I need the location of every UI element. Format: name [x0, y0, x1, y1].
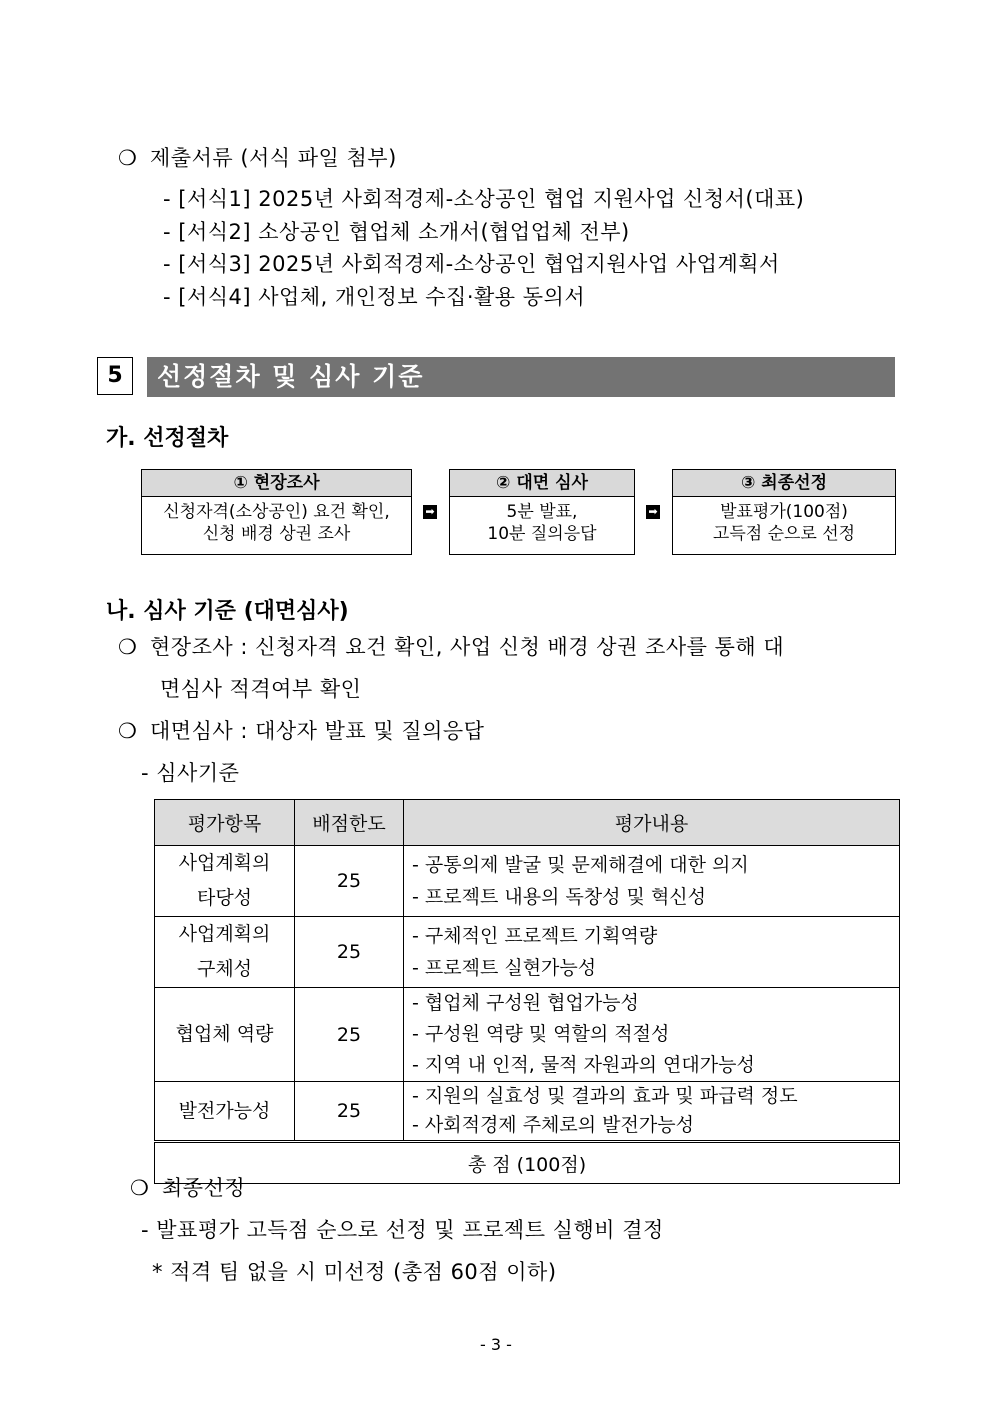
circle-bullet-icon: ❍ — [118, 146, 138, 170]
section-title: 선정절차 및 심사 기준 — [147, 357, 895, 397]
header-content: 평가내용 — [404, 800, 900, 846]
circle-bullet-icon: ❍ — [118, 719, 138, 743]
step-line: 신청자격(소상공인) 요건 확인, — [163, 502, 390, 522]
page-number: - 3 - — [480, 1335, 512, 1354]
final-title: ❍ 최종선정 — [130, 1176, 246, 1200]
procedure-heading: 가. 선정절차 — [106, 426, 229, 451]
item-label: 구체성 — [196, 958, 253, 980]
arrow-right-icon: ➡ — [646, 505, 660, 519]
step-line: 신청 배경 상권 조사 — [202, 524, 351, 544]
item-label: 발전가능성 — [155, 1082, 295, 1142]
step-label: ③ 최종선정 — [673, 470, 895, 497]
table-row — [155, 846, 900, 917]
item-label: 협업체 역량 — [155, 988, 295, 1082]
content-line: - 구체적인 프로젝트 기획역량 — [412, 925, 658, 947]
final-note: * 적격 팀 없을 시 미선정 (총점 60점 이하) — [152, 1260, 557, 1284]
header-score: 배점한도 — [295, 800, 404, 846]
step-line: 고득점 순으로 선정 — [712, 524, 856, 544]
final-line: - 발표평가 고득점 순으로 선정 및 프로젝트 실행비 결정 — [141, 1218, 664, 1242]
table-header-row — [155, 800, 900, 846]
content-line: - 사회적경제 주체로의 발전가능성 — [412, 1114, 694, 1136]
total-cell: 총 점 (100점) — [155, 1142, 900, 1184]
submission-item: - [서식1] 2025년 사회적경제-소상공인 협업 지원사업 신청서(대표) — [163, 187, 805, 211]
procedure-step-field-survey — [141, 469, 412, 555]
content-line: - 지원의 실효성 및 결과의 효과 및 파급력 정도 — [412, 1085, 798, 1107]
submission-title: ❍ 제출서류 (서식 파일 첨부) — [118, 146, 397, 170]
step-line: 10분 질의응답 — [487, 524, 597, 544]
table-total-row — [155, 1142, 900, 1184]
header-item: 평가항목 — [155, 800, 295, 846]
step-line: 5분 발표, — [506, 502, 578, 522]
content-line: - 프로젝트 내용의 독창성 및 혁신성 — [412, 886, 707, 908]
interview-text: ❍ 대면심사 : 대상자 발표 및 질의응답 — [118, 719, 485, 743]
item-label: 타당성 — [196, 887, 253, 909]
content-line: - 프로젝트 실현가능성 — [412, 957, 597, 979]
content-line: - 지역 내 인적, 물적 자원과의 연대가능성 — [412, 1054, 755, 1076]
arrow-right-icon: ➡ — [423, 505, 437, 519]
score-cell: 25 — [295, 917, 404, 988]
step-label: ① 현장조사 — [142, 470, 411, 497]
step-label: ② 대면 심사 — [450, 470, 634, 497]
circle-bullet-icon: ❍ — [118, 635, 138, 659]
table-row — [155, 988, 900, 1082]
score-cell: 25 — [295, 988, 404, 1082]
field-survey-text-cont: 면심사 적격여부 확인 — [160, 677, 362, 701]
submission-item: - [서식3] 2025년 사회적경제-소상공인 협업지원사업 사업계획서 — [163, 252, 780, 276]
criteria-sub-label: - 심사기준 — [141, 761, 240, 785]
procedure-step-interview — [449, 469, 635, 555]
submission-item: - [서식4] 사업체, 개인정보 수집·활용 동의서 — [163, 285, 586, 309]
section-number: 5 — [97, 357, 133, 395]
circle-bullet-icon: ❍ — [130, 1176, 150, 1200]
content-line: - 협업체 구성원 협업가능성 — [412, 992, 639, 1014]
step-line: 발표평가(100점) — [720, 502, 848, 522]
content-line: - 구성원 역량 및 역할의 적절성 — [412, 1023, 670, 1045]
criteria-table — [154, 799, 900, 1184]
item-label: 사업계획의 — [178, 852, 271, 874]
submission-item: - [서식2] 소상공인 협업체 소개서(협업업체 전부) — [163, 220, 630, 244]
procedure-step-final — [672, 469, 896, 555]
content-line: - 공통의제 발굴 및 문제해결에 대한 의지 — [412, 854, 749, 876]
table-row — [155, 1082, 900, 1142]
table-row — [155, 917, 900, 988]
criteria-heading: 나. 심사 기준 (대면심사) — [106, 599, 349, 624]
score-cell: 25 — [295, 846, 404, 917]
item-label: 사업계획의 — [178, 923, 271, 945]
score-cell: 25 — [295, 1082, 404, 1142]
field-survey-text: ❍ 현장조사 : 신청자격 요건 확인, 사업 신청 배경 상권 조사를 통해 대 — [118, 635, 785, 659]
